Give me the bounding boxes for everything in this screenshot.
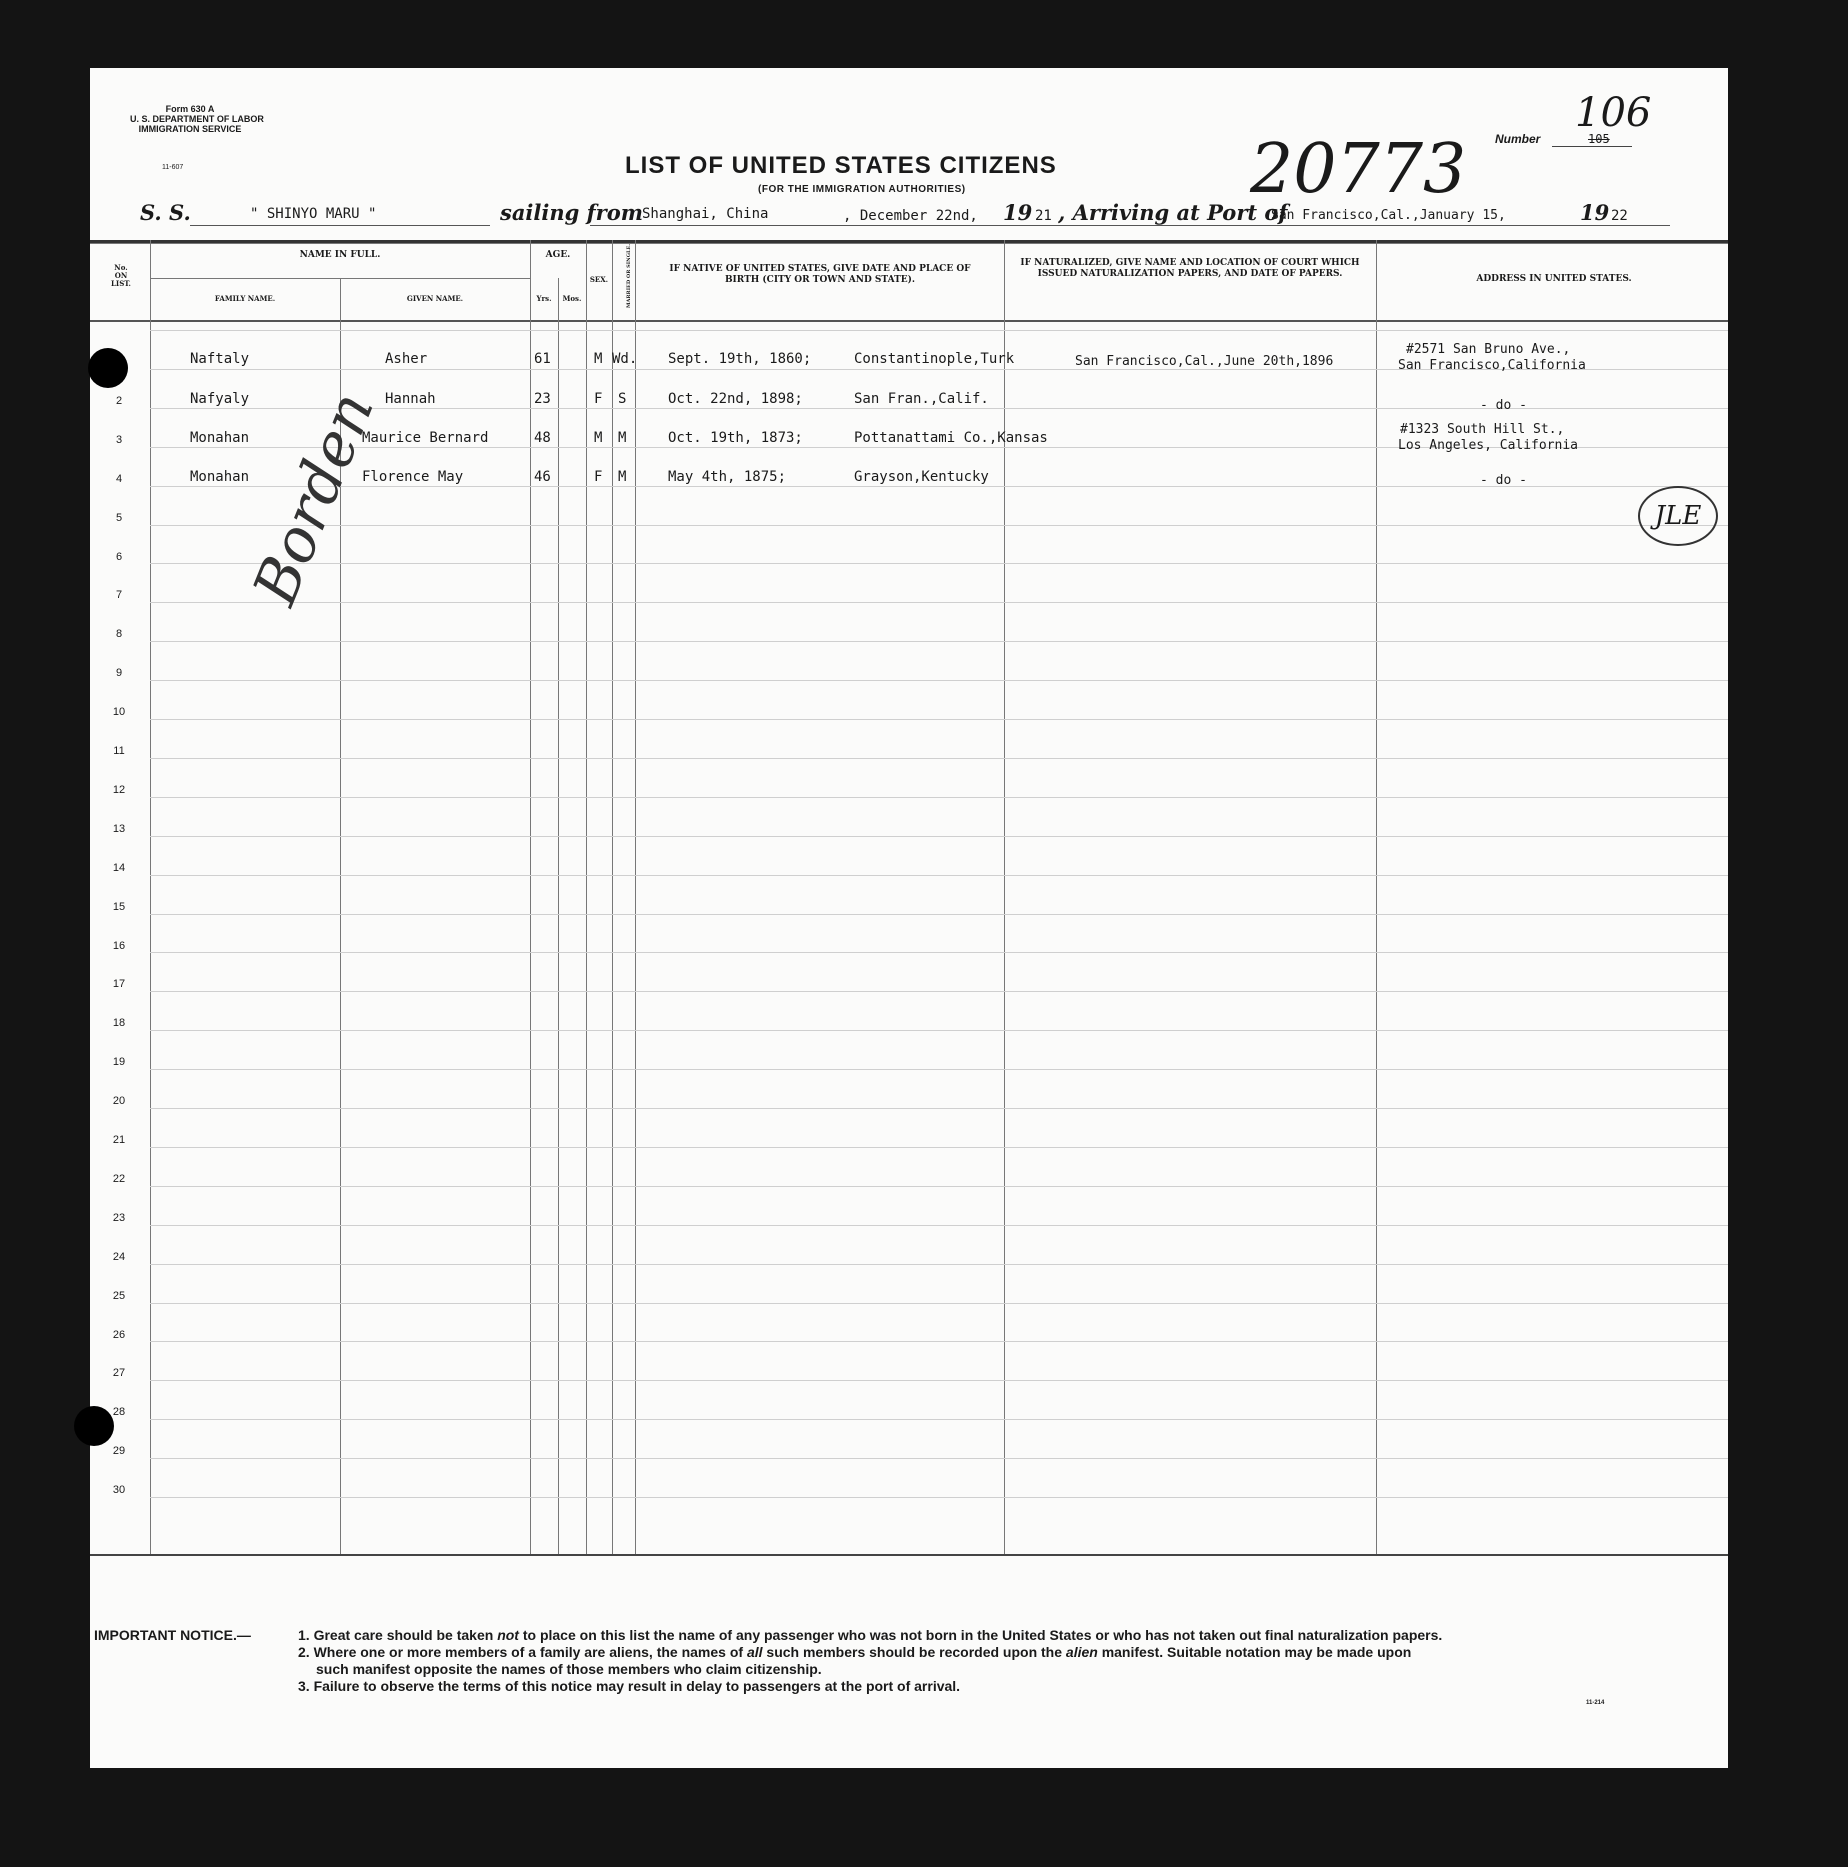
- row-4-birth-place: Grayson,Kentucky: [854, 469, 989, 485]
- handwritten-file-number: 20773: [1250, 130, 1467, 209]
- row-number: 13: [112, 823, 126, 835]
- ruled-line: [150, 1225, 1728, 1226]
- header-no-on-list: No. ON LIST.: [111, 263, 131, 288]
- ruled-line: [150, 1419, 1728, 1420]
- initials-stamp: [1638, 486, 1718, 546]
- row-number: 21: [112, 1134, 126, 1146]
- row-2-birth-date: Oct. 22nd, 1898;: [668, 391, 803, 407]
- row-number: 28: [112, 1406, 126, 1418]
- ruled-line: [150, 563, 1728, 564]
- row-number: 11: [113, 745, 125, 757]
- page-subtitle: (FOR THE IMMIGRATION AUTHORITIES): [758, 184, 966, 195]
- row-3-given-name: Maurice Bernard: [362, 430, 489, 446]
- notice-item-2-emphasis-1: all: [746, 1644, 763, 1660]
- row-number: 10: [112, 706, 126, 718]
- col-divider-naturalized: [1376, 240, 1377, 1554]
- row-number: 3: [115, 434, 123, 446]
- row-4-marital: M: [618, 469, 627, 485]
- header-yrs: Yrs.: [536, 294, 552, 303]
- row-1-birth-date: Sept. 19th, 1860;: [668, 351, 812, 367]
- header-naturalized: IF NATURALIZED, GIVE NAME AND LOCATION OF COURT WHICH ISSUED NATURALIZATION PAPERS, AND DATE OF PAPERS.: [1020, 258, 1360, 279]
- row-1-age: 61: [534, 351, 551, 367]
- row-3-age: 48: [534, 430, 551, 446]
- header-married-single: MARRIED OR SINGLE.: [626, 243, 632, 309]
- row-2-family-name: Nafyaly: [190, 391, 250, 407]
- ship-name: " SHINYO MARU ": [250, 206, 377, 222]
- ruled-line: [150, 680, 1728, 681]
- row-3-family-name: Monahan: [190, 430, 250, 446]
- ruled-line: [150, 991, 1728, 992]
- row-number: 9: [115, 667, 123, 679]
- ruled-line: [150, 1458, 1728, 1459]
- row-number: 22: [112, 1173, 126, 1185]
- notice-item-3: 3. Failure to observe the terms of this notice may result in delay to passengers at the port of arrival.: [298, 1678, 961, 1694]
- row-number: 30: [112, 1484, 126, 1496]
- row-4-address-line1: - do -: [1480, 473, 1527, 488]
- row-1-given-name: Asher: [385, 351, 428, 367]
- row-4-age: 46: [534, 469, 551, 485]
- ruled-line: [150, 1303, 1728, 1304]
- number-value: 106: [1575, 90, 1652, 136]
- ruled-line: [150, 1380, 1728, 1381]
- row-number: 16: [112, 940, 126, 952]
- sailing-from-label: sailing from: [500, 200, 643, 225]
- ruled-line: [150, 1186, 1728, 1187]
- row-4-given-name: Florence May: [362, 469, 464, 485]
- row-number: 25: [112, 1290, 126, 1302]
- table-top-rule-2: [90, 243, 1728, 244]
- row-1-marital: Wd.: [612, 351, 638, 367]
- department-name: U. S. DEPARTMENT OF LABOR: [130, 114, 264, 124]
- number-struck: 105: [1588, 132, 1610, 146]
- row-number: 7: [115, 589, 123, 601]
- initials-text: JLE: [1654, 501, 1702, 531]
- ruled-line: [150, 719, 1728, 720]
- header-address: ADDRESS IN UNITED STATES.: [1476, 274, 1632, 284]
- row-2-age: 23: [534, 391, 551, 407]
- header-family-name: FAMILY NAME.: [214, 294, 276, 303]
- arrival-year: 22: [1611, 208, 1628, 224]
- row-number: 5: [115, 512, 123, 524]
- row-number: 4: [115, 473, 123, 485]
- row-1-address-line2: San Francisco,California: [1398, 358, 1586, 373]
- notice-item-2-post: manifest. Suitable notation may be made upon: [1097, 1644, 1412, 1660]
- row-1-naturalized: San Francisco,Cal.,June 20th,1896: [1075, 354, 1334, 369]
- notice-item-1: [298, 1627, 1442, 1644]
- form-identification: [130, 104, 264, 134]
- row-3-marital: M: [618, 430, 627, 446]
- ruled-line: [150, 1069, 1728, 1070]
- ruled-line: [150, 1030, 1728, 1031]
- row-2-given-name: Hannah: [385, 391, 436, 407]
- row-1-birth-place: Constantinople,Turk: [854, 351, 1015, 367]
- arrival-port-date: San Francisco,Cal.,January 15,: [1271, 208, 1506, 223]
- row-number: 17: [112, 978, 126, 990]
- departure-port: Shanghai, China: [642, 206, 769, 222]
- ruled-line: [150, 836, 1728, 837]
- row-4-birth-date: May 4th, 1875;: [668, 469, 787, 485]
- page-title: LIST OF UNITED STATES CITIZENS: [625, 152, 1057, 179]
- col-divider-sex: [612, 240, 613, 1554]
- col-divider-no: [150, 240, 151, 1554]
- notice-item-1-post: to place on this list the name of any passenger who was not born in the United States or who has not taken out final naturalization papers.: [518, 1627, 1443, 1643]
- ruled-line: [150, 602, 1728, 603]
- header-given-name: GIVEN NAME.: [406, 294, 464, 303]
- row-3-sex: M: [594, 430, 603, 446]
- col-divider-ms: [635, 240, 636, 1554]
- header-sex: SEX.: [589, 275, 609, 284]
- ss-label: S. S.: [140, 200, 191, 225]
- row-4-sex: F: [594, 469, 603, 485]
- row-2-sex: F: [594, 391, 603, 407]
- header-native-birth: IF NATIVE OF UNITED STATES, GIVE DATE AND PLACE OF BIRTH (CITY OR TOWN AND STATE).: [669, 264, 971, 285]
- row-number: 23: [112, 1212, 126, 1224]
- ruled-line: [150, 1147, 1728, 1148]
- row-3-birth-place: Pottanattami Co.,Kansas: [854, 430, 1048, 446]
- row-number: 18: [112, 1017, 126, 1029]
- header-age: AGE.: [545, 250, 571, 260]
- bottom-form-code: 11-214: [1586, 1700, 1605, 1706]
- ruled-line: [150, 1108, 1728, 1109]
- arriving-label: , Arriving at Port of: [1058, 200, 1288, 225]
- ruled-line: [150, 1497, 1728, 1498]
- col-divider-yrs: [558, 278, 559, 1554]
- row-1-sex: M: [594, 351, 603, 367]
- header-name-in-full: NAME IN FULL.: [299, 250, 381, 260]
- row-number: 19: [112, 1056, 126, 1068]
- punch-hole-bottom: [74, 1406, 114, 1446]
- row-number: 24: [112, 1251, 126, 1263]
- row-1-family-name: Naftaly: [190, 351, 250, 367]
- row-2-address-line1: - do -: [1480, 398, 1527, 413]
- notice-item-1-pre: 1. Great care should be taken: [298, 1627, 498, 1643]
- notice-item-2: [298, 1644, 1411, 1661]
- header-bottom-rule: [90, 320, 1728, 322]
- departure-date: , December 22nd,: [843, 208, 978, 224]
- row-1-address-line1: #2571 San Bruno Ave.,: [1406, 342, 1571, 357]
- row-number: 29: [112, 1445, 126, 1457]
- notice-heading: IMPORTANT NOTICE.—: [94, 1627, 251, 1643]
- row-3-address-line1: #1323 South Hill St.,: [1400, 422, 1565, 437]
- row-3-birth-date: Oct. 19th, 1873;: [668, 430, 803, 446]
- row-4-family-name: Monahan: [190, 469, 250, 485]
- number-underline: [1552, 146, 1632, 147]
- row-number: 26: [112, 1329, 126, 1341]
- voyage-underline: [590, 225, 1670, 226]
- notice-item-2-emphasis-2: alien: [1065, 1644, 1098, 1660]
- ruled-line: [150, 525, 1728, 526]
- notice-item-2-mid: such members should be recorded upon the: [762, 1644, 1066, 1660]
- departure-year: 21: [1035, 208, 1052, 224]
- ruled-line: [150, 1341, 1728, 1342]
- table-bottom-rule: [90, 1554, 1728, 1556]
- ruled-line: [150, 330, 1728, 331]
- notice-item-2-pre: 2. Where one or more members of a family are aliens, the names of: [298, 1644, 747, 1660]
- notice-item-1-emphasis: not: [497, 1627, 519, 1643]
- ruled-line: [150, 875, 1728, 876]
- service-name: IMMIGRATION SERVICE: [138, 124, 242, 134]
- ruled-line: [150, 914, 1728, 915]
- row-2-birth-place: San Fran.,Calif.: [854, 391, 989, 407]
- row-number: 2: [115, 395, 123, 407]
- ruled-line: [150, 758, 1728, 759]
- row-number: 27: [112, 1367, 126, 1379]
- row-number: 8: [115, 628, 123, 640]
- notice-item-2-line-2: such manifest opposite the names of those members who claim citizenship.: [316, 1661, 822, 1677]
- ship-underline: [190, 225, 490, 226]
- form-number: Form 630 A: [165, 104, 215, 114]
- col-divider-given: [530, 240, 531, 1554]
- row-number: 20: [112, 1095, 126, 1107]
- ruled-line: [150, 797, 1728, 798]
- col-divider-age: [586, 240, 587, 1554]
- arrival-year-prefix: 19: [1580, 200, 1610, 225]
- ruled-line: [150, 952, 1728, 953]
- row-number: 12: [112, 784, 126, 796]
- row-number: 15: [112, 901, 126, 913]
- row-number: 6: [115, 551, 123, 563]
- ruled-line: [150, 1264, 1728, 1265]
- row-3-address-line2: Los Angeles, California: [1398, 438, 1579, 453]
- header-mos: Mos.: [562, 294, 582, 303]
- departure-year-prefix: 19: [1003, 200, 1033, 225]
- punch-hole-top: [88, 348, 128, 388]
- form-small-code: 11-607: [162, 164, 184, 171]
- number-label: Number: [1495, 132, 1541, 146]
- row-2-marital: S: [618, 391, 627, 407]
- manifest-sheet: [90, 68, 1728, 1768]
- ruled-line: [150, 641, 1728, 642]
- row-number: 14: [112, 862, 126, 874]
- inspector-signature: Borden: [240, 382, 388, 615]
